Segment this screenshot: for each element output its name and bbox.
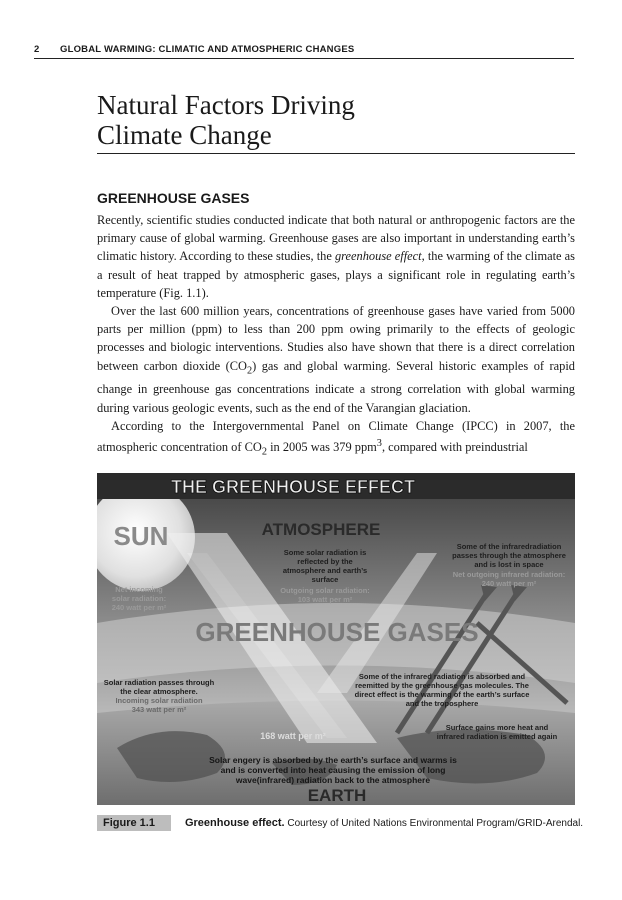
section-heading: GREENHOUSE GASES [97,190,250,206]
sun-label: SUN [113,521,169,551]
paragraph-2 [97,302,575,417]
text-line: and is converted into heat causing the emission of long [220,765,446,775]
p3-text-b: in 2005 was 379 ppm [266,440,377,455]
p1-text-a: Recently, scientific studies conducted indicate that both natural or anthropogenic factors are the primary cause of global warming. Greenhouse gases are also important in understanding earth’s climatic history. According to these studies, the [97,213,575,264]
text-line: and the troposphere [405,699,479,708]
surface-gains-text [437,723,558,741]
text-line: and is lost in space [474,560,544,569]
p2-text-b: ) gas and global warming. Several historic examples of rapid change in greenhouse gas concentrations indicate a strong correlation with global warming during various geologic events, such as the end of the Varangian glaciation. [97,358,575,415]
text-line: Outgoing solar radiation: [280,586,370,595]
text-line: Solar radiation passes through [103,678,215,687]
running-head [34,44,574,59]
figure-label: Figure 1.1 [97,815,171,831]
page-number: 2 [34,44,40,55]
p1-text-b: the warming of the climate as a result of heat trapped by atmospheric gases, plays a significant role in regulating earth’s temperature (Fig. 1.1). [97,249,575,300]
body-text [97,211,575,462]
text-line: Net outgoing infrared radiation: [452,570,566,579]
figure-caption-title: Greenhouse effect. [184,817,285,829]
absorbed-168-label: 168 watt per m² [260,731,326,741]
figure-credit: Courtesy of United Nations Environmental Program/GRID-Arendal. [284,818,584,829]
text-line: Some solar radiation is [283,548,367,557]
solar-energy-text [209,755,457,785]
earth-label: EARTH [307,786,367,805]
text-line: Net incoming [115,585,163,594]
text-line: Incoming solar radiation [115,696,203,705]
chapter-title-line1: Natural Factors Driving [97,90,355,120]
paragraph-3 [97,417,575,462]
p3-text-c: , compared with preindustrial [381,440,528,455]
banner-title: THE GREENHOUSE EFFECT [170,477,416,497]
text-line: solar radiation: [111,594,167,603]
paragraph-1 [97,211,575,302]
figure-graphic [97,473,575,805]
text-line: surface [311,575,339,584]
text-line: reflected by the [297,557,353,566]
chapter-title-line2: Climate Change [97,120,272,150]
p2-text-a: Over the last 600 million years, concentrations of greenhouse gases have varied from 5000 parts per million (ppm) to less than 200 ppm owing primarily to the effects of geologic processes and biologic interventions. Studies also have shown that there is a direct correlation between carbon dioxide (CO [97,304,575,373]
p3-superscript: 3 [376,437,382,449]
text-line: the clear atmosphere. [120,687,198,696]
text-line: direct effect is the warming of the earth’s surface [354,690,530,699]
text-line: 103 watt per m² [297,595,353,604]
chapter-title [97,90,575,154]
text-line: infrared radiation is emitted again [436,732,558,741]
atmosphere-label: ATMOSPHERE [261,520,381,539]
text-line: wave(infrared) radiation back to the atmosphere [235,775,431,785]
text-line: 240 watt per m² [481,579,537,588]
text-line: atmosphere and earth’s [282,566,368,575]
text-line: passes through the atmosphere [452,551,566,560]
text-line: Some of the infrared radiation is absorbed and [358,672,526,681]
p1-emphasis: greenhouse effect, [334,249,425,264]
greenhouse-effect-figure [97,473,575,805]
text-line: Surface gains more heat and [445,723,549,732]
text-line: Some of the infraredradiation [456,542,562,551]
text-line: 240 watt per m² [111,603,167,612]
net-incoming-text [112,585,167,612]
text-line: reemitted by the greenhouse gas molecules. The [355,681,529,690]
p3-subscript: 2 [261,446,267,458]
p2-subscript: 2 [246,365,253,377]
text-line: Solar engery is absorbed by the earth’s surface and warms is [209,755,457,765]
greenhouse-gases-label: GREENHOUSE GASES [195,617,479,647]
running-head-title: GLOBAL WARMING: CLIMATIC AND ATMOSPHERIC CHANGES [60,44,355,55]
p3-text-a: According to the Intergovernmental Panel on Climate Change (IPCC) in 2007, the atmospheric concentration of CO [97,418,575,455]
figure-caption [97,815,587,831]
text-line: 343 watt per m² [131,705,187,714]
